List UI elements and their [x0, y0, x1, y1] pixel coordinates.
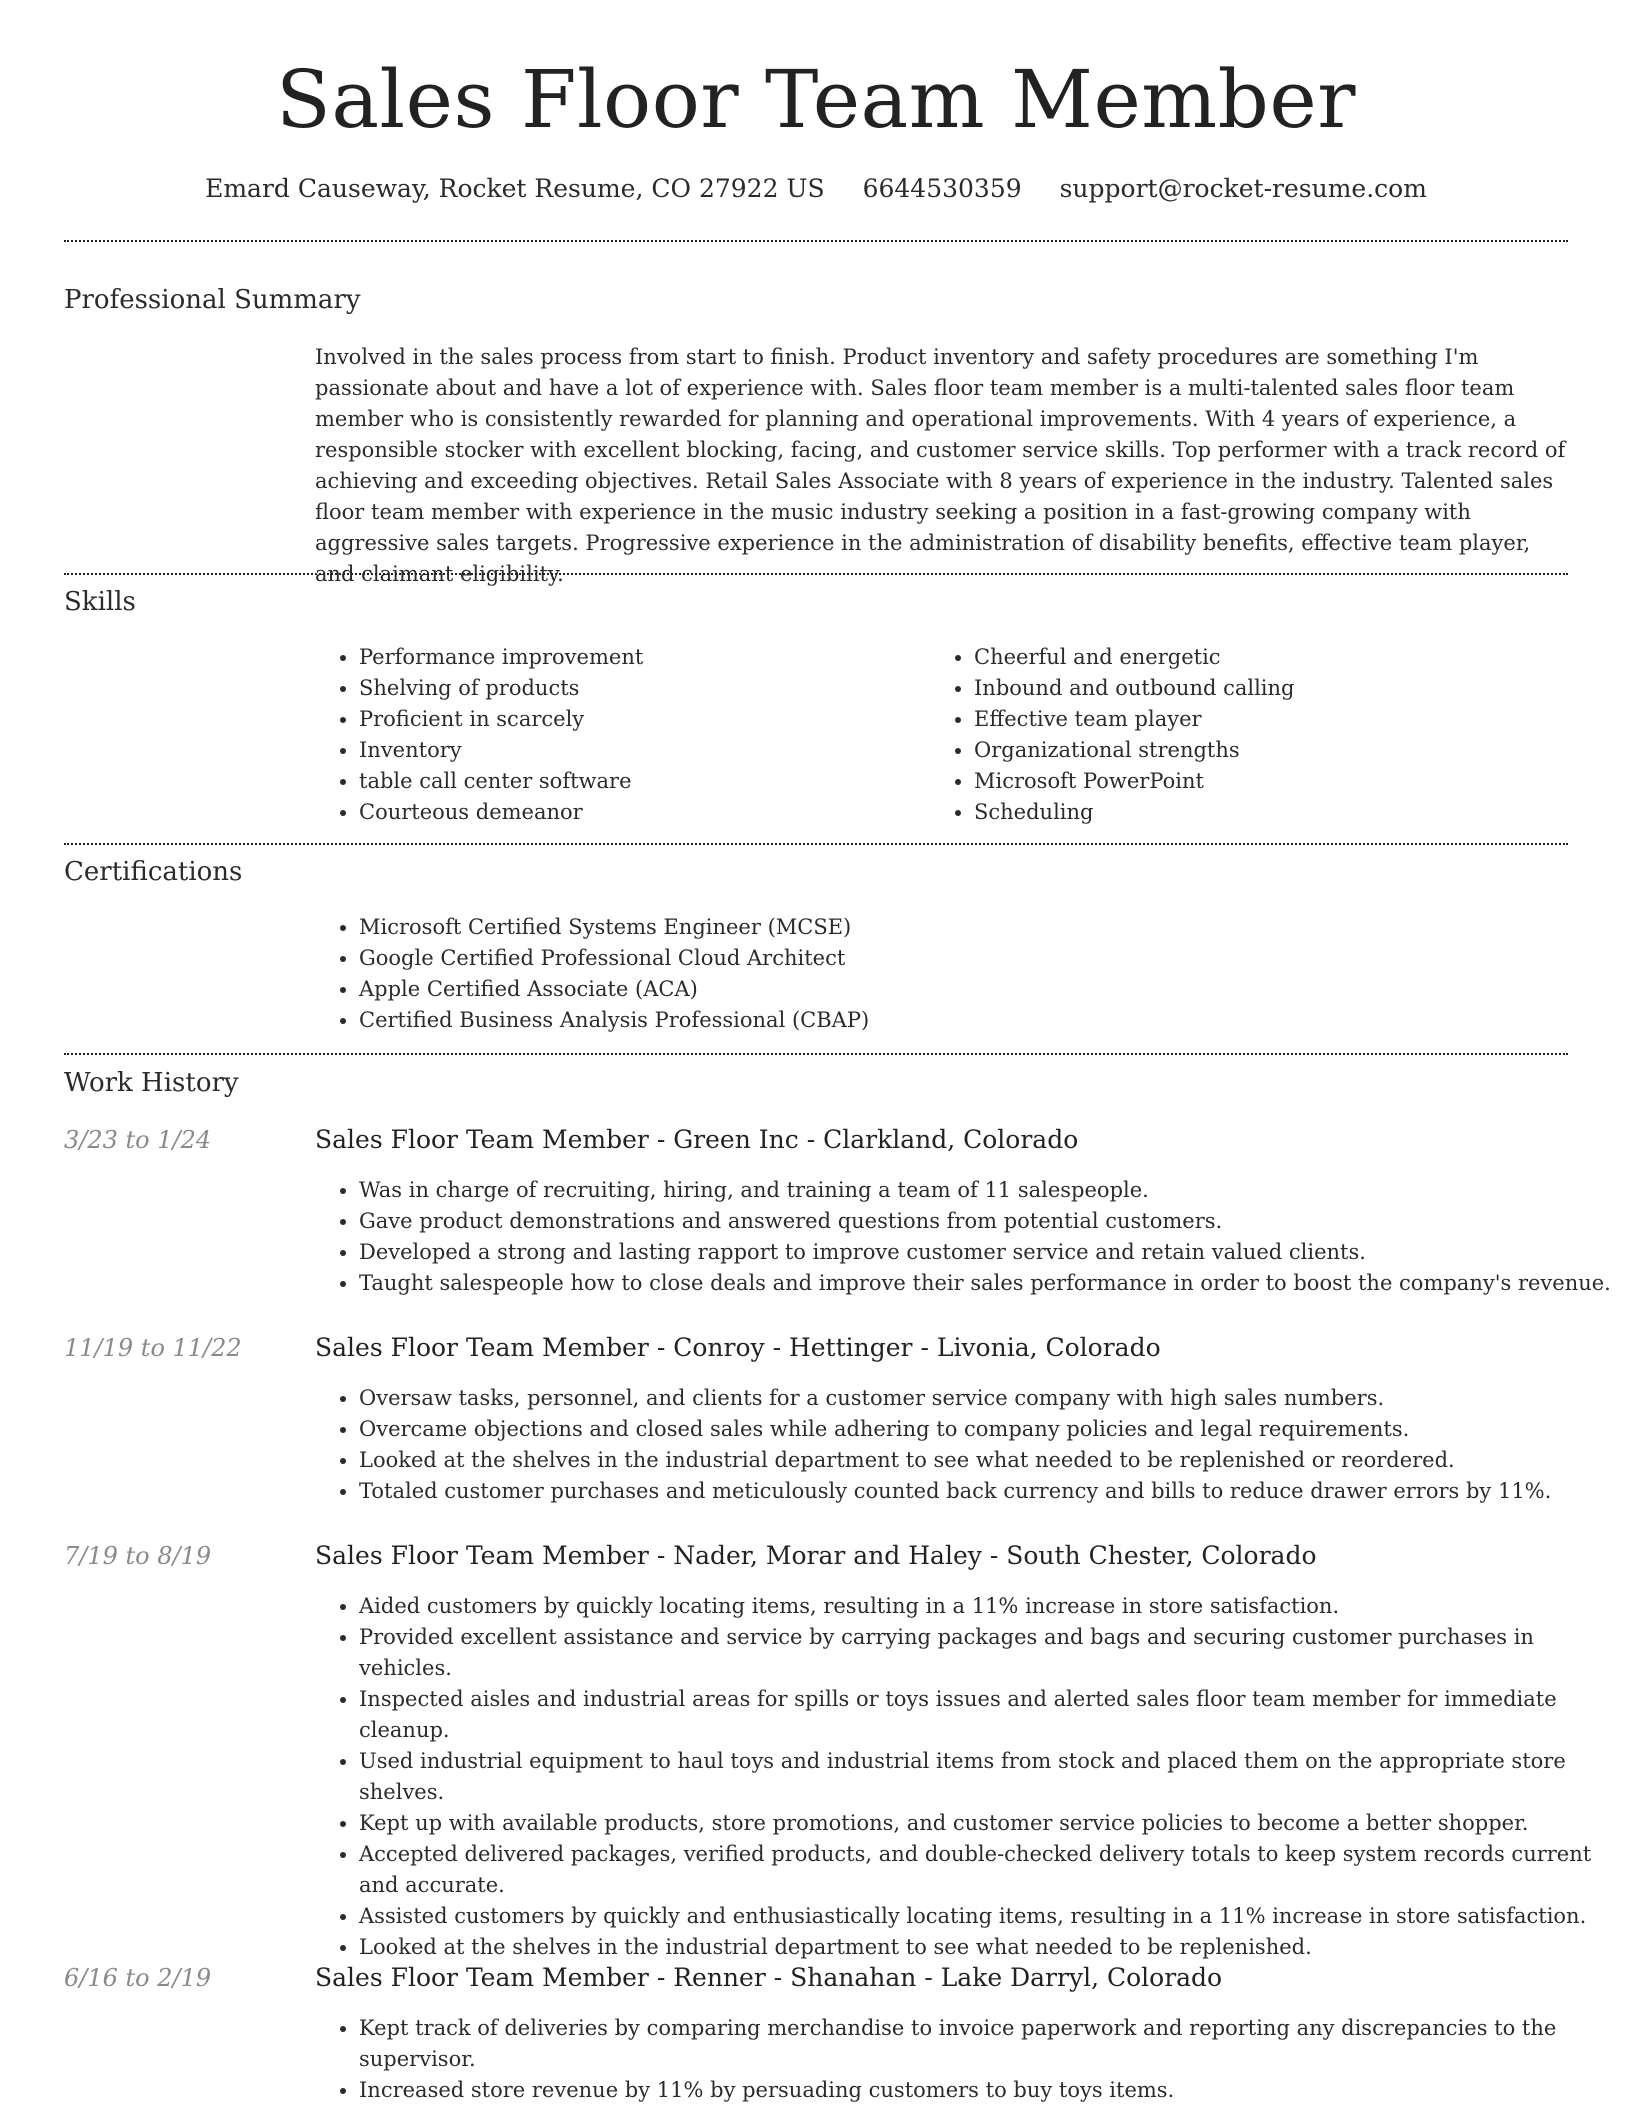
job-bullets [315, 1383, 1612, 1507]
list-item: • Effective team player [974, 704, 1594, 735]
job-dates: 3/23 to 1/24 [64, 1126, 212, 1154]
list-item: • Was in charge of recruiting, hiring, and training a team of 11 salespeople. [359, 1175, 1612, 1206]
job-title: Sales Floor Team Member - Renner - Shanahan - Lake Darryl, Colorado [315, 1963, 1223, 1992]
list-item: • Cheerful and energetic [974, 642, 1594, 673]
summary-heading: Professional Summary [64, 285, 361, 315]
certifications-heading: Certifications [64, 857, 243, 887]
skills-heading: Skills [64, 587, 136, 617]
contact-address: Emard Causeway, Rocket Resume, CO 27922 US [205, 174, 825, 203]
contact-email: support@rocket-resume.com [1059, 174, 1427, 203]
list-item: • Apple Certified Associate (ACA) [359, 974, 1612, 1005]
list-item: • Totaled customer purchases and meticulously counted back currency and bills to reduce drawer errors by 11%. [359, 1476, 1612, 1507]
list-item: • Proficient in scarcely [359, 704, 919, 735]
job-title: Sales Floor Team Member - Nader, Morar and Haley - South Chester, Colorado [315, 1541, 1317, 1570]
resume-title: Sales Floor Team Member [276, 53, 1356, 146]
list-item: • Aided customers by quickly locating items, resulting in a 11% increase in store satisfaction. [359, 1591, 1612, 1622]
divider [64, 843, 1568, 845]
list-item: • Microsoft PowerPoint [974, 766, 1594, 797]
list-item: • Kept track of deliveries by comparing merchandise to invoice paperwork and reporting any discrepancies to the supervisor. [359, 2013, 1612, 2075]
job-bullets [315, 2013, 1612, 2106]
list-item: • Oversaw tasks, personnel, and clients for a customer service company with high sales numbers. [359, 1383, 1612, 1414]
list-item: • Certified Business Analysis Professional (CBAP) [359, 1005, 1612, 1036]
list-item: • Looked at the shelves in the industrial department to see what needed to be replenished or reordered. [359, 1445, 1612, 1476]
list-item: • Google Certified Professional Cloud Architect [359, 943, 1612, 974]
skills-list-left [315, 642, 919, 828]
list-item: • Gave product demonstrations and answered questions from potential customers. [359, 1206, 1612, 1237]
list-item: • Inspected aisles and industrial areas for spills or toys issues and alerted sales floor team member for immediate cleanup. [359, 1684, 1612, 1746]
list-item: • table call center software [359, 766, 919, 797]
list-item: • Taught salespeople how to close deals and improve their sales performance in order to boost the company's revenue. [359, 1268, 1612, 1299]
list-item: • Performance improvement [359, 642, 919, 673]
job-dates: 7/19 to 8/19 [64, 1542, 212, 1570]
list-item: • Assisted customers by quickly and enthusiastically locating items, resulting in a 11% increase in store satisfaction. [359, 1901, 1612, 1932]
list-item: • Looked at the shelves in the industrial department to see what needed to be replenished. [359, 1932, 1612, 1963]
divider [64, 240, 1568, 242]
list-item: • Scheduling [974, 797, 1594, 828]
work-history-heading: Work History [64, 1068, 239, 1098]
list-item: • Organizational strengths [974, 735, 1594, 766]
job-title: Sales Floor Team Member - Conroy - Hettinger - Livonia, Colorado [315, 1333, 1161, 1362]
contact-phone: 6644530359 [862, 174, 1022, 203]
list-item: • Accepted delivered packages, verified products, and double-checked delivery totals to keep system records current and accurate. [359, 1839, 1612, 1901]
divider [64, 573, 1568, 575]
job-bullets [315, 1591, 1612, 1963]
list-item: • Developed a strong and lasting rapport to improve customer service and retain valued clients. [359, 1237, 1612, 1268]
list-item: • Courteous demeanor [359, 797, 919, 828]
job-dates: 6/16 to 2/19 [64, 1964, 212, 1992]
job-title: Sales Floor Team Member - Green Inc - Clarkland, Colorado [315, 1125, 1079, 1154]
job-dates: 11/19 to 11/22 [64, 1334, 242, 1362]
list-item: • Inbound and outbound calling [974, 673, 1594, 704]
summary-text: Involved in the sales process from start to finish. Product inventory and safety procedures are something I'm passionate about and have a lot of experience with. Sales floor team member is a multi-talented sales floor team member who is consistently rewarded for planning and operational improvements. With 4 years of experience, a responsible stocker with excellent blocking, facing, and customer service skills. Top performer with a track record of achieving and exceeding objectives. Retail Sales Associate with 8 years of experience in the industry. Talented sales floor team member with experience in the music industry seeking a position in a fast-growing company with aggressive sales targets. Progressive experience in the administration of disability benefits, effective team player, and claimant eligibility. [315, 345, 1566, 586]
skills-list-right [930, 642, 1594, 828]
list-item: • Inventory [359, 735, 919, 766]
divider [64, 1053, 1568, 1055]
list-item: • Microsoft Certified Systems Engineer (MCSE) [359, 912, 1612, 943]
list-item: • Overcame objections and closed sales while adhering to company policies and legal requirements. [359, 1414, 1612, 1445]
list-item: • Kept up with available products, store promotions, and customer service policies to become a better shopper. [359, 1808, 1612, 1839]
list-item: • Shelving of products [359, 673, 919, 704]
job-bullets [315, 1175, 1612, 1299]
list-item: • Used industrial equipment to haul toys and industrial items from stock and placed them on the appropriate store shelves. [359, 1746, 1612, 1808]
list-item: • Provided excellent assistance and service by carrying packages and bags and securing customer purchases in vehicles. [359, 1622, 1612, 1684]
list-item: • Increased store revenue by 11% by persuading customers to buy toys items. [359, 2075, 1612, 2106]
certifications-list [315, 912, 1612, 1036]
contact-line [0, 172, 1632, 206]
